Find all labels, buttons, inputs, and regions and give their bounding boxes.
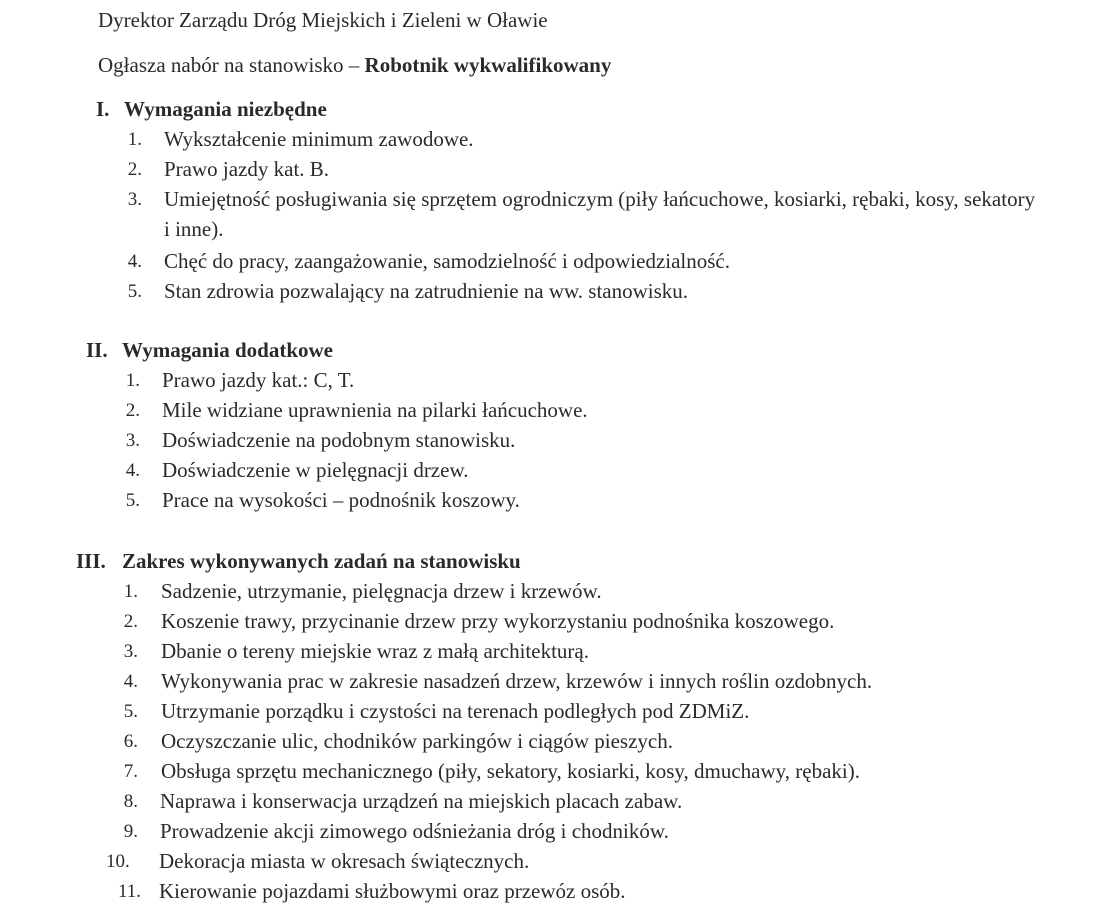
list-item-number: 7. [123, 761, 138, 782]
list-item-number: 3. [123, 641, 138, 662]
section-title: Wymagania dodatkowe [122, 338, 333, 362]
list-item-number: 9. [123, 821, 138, 842]
list-item-number: 2. [123, 611, 138, 632]
list-item-number: 6. [123, 731, 138, 752]
list-item-number: 1. [127, 129, 142, 150]
list-item-number: 5. [125, 490, 140, 511]
list-item: Wykształcenie minimum zawodowe. [164, 127, 474, 151]
section-title: Zakres wykonywanych zadań na stanowisku [122, 549, 521, 573]
list-item-number: 11. [118, 881, 142, 902]
list-item-number: 5. [127, 281, 142, 302]
list-item-number: 3. [125, 430, 140, 451]
list-item: Mile widziane uprawnienia na pilarki łańcuchowe. [162, 398, 588, 422]
list-item: Wykonywania prac w zakresie nasadzeń drzew, krzewów i innych roślin ozdobnych. [161, 669, 873, 693]
list-item-number: 1. [125, 370, 140, 391]
employer-line: Dyrektor Zarządu Dróg Miejskich i Zieleni w Oławie [98, 8, 548, 32]
list-item: Prowadzenie akcji zimowego odśnieżania dróg i chodników. [160, 819, 669, 843]
list-item-number: 2. [125, 400, 140, 421]
list-item-number: 5. [123, 701, 138, 722]
section-numeral: III. [76, 549, 106, 573]
list-item: Dbanie o tereny miejskie wraz z małą architekturą. [161, 639, 589, 663]
list-item: Umiejętność posługiwania się sprzętem ogrodniczym (piły łańcuchowe, kosiarki, rębaki, kosy, sekatory i inne). [164, 187, 1036, 241]
list-item: Stan zdrowia pozwalający na zatrudnienie na ww. stanowisku. [164, 279, 689, 303]
list-item: Doświadczenie w pielęgnacji drzew. [162, 458, 469, 482]
section-numeral: II. [86, 338, 108, 362]
section-title: Wymagania niezbędne [124, 97, 327, 121]
list-item: Doświadczenie na podobnym stanowisku. [162, 428, 516, 452]
job-announcement-line [98, 53, 611, 77]
list-item: Naprawa i konserwacja urządzeń na miejskich placach zabaw. [160, 789, 683, 813]
list-item: Prawo jazdy kat.: C, T. [162, 368, 355, 392]
announcement-prefix: Ogłasza nabór na stanowisko – [98, 53, 365, 77]
list-item: Oczyszczanie ulic, chodników parkingów i ciągów pieszych. [161, 729, 673, 753]
list-item: Obsługa sprzętu mechanicznego (piły, sekatory, kosiarki, kosy, dmuchawy, rębaki). [161, 759, 861, 783]
list-item: Sadzenie, utrzymanie, pielęgnacja drzew i krzewów. [161, 579, 602, 603]
list-item-number: 8. [123, 791, 138, 812]
list-item-number: 3. [127, 189, 142, 210]
list-item-number: 4. [125, 460, 140, 481]
list-item: Prace na wysokości – podnośnik koszowy. [162, 488, 520, 512]
list-item-number: 10. [106, 851, 130, 872]
section-numeral: I. [96, 97, 110, 121]
list-item-number: 1. [123, 581, 138, 602]
list-item-number: 4. [127, 251, 142, 272]
list-item: Dekoracja miasta w okresach świątecznych. [159, 849, 530, 873]
list-item: Chęć do pracy, zaangażowanie, samodzielność i odpowiedzialność. [164, 249, 731, 273]
list-item: Utrzymanie porządku i czystości na terenach podległych pod ZDMiZ. [161, 699, 750, 723]
job-title: Robotnik wykwalifikowany [364, 53, 612, 77]
list-item: Koszenie trawy, przycinanie drzew przy wykorzystaniu podnośnika koszowego. [161, 609, 835, 633]
list-item-number: 4. [123, 671, 138, 692]
list-item: Prawo jazdy kat. B. [164, 157, 330, 181]
list-item: Kierowanie pojazdami służbowymi oraz przewóz osób. [159, 879, 626, 903]
list-item-number: 2. [127, 159, 142, 180]
